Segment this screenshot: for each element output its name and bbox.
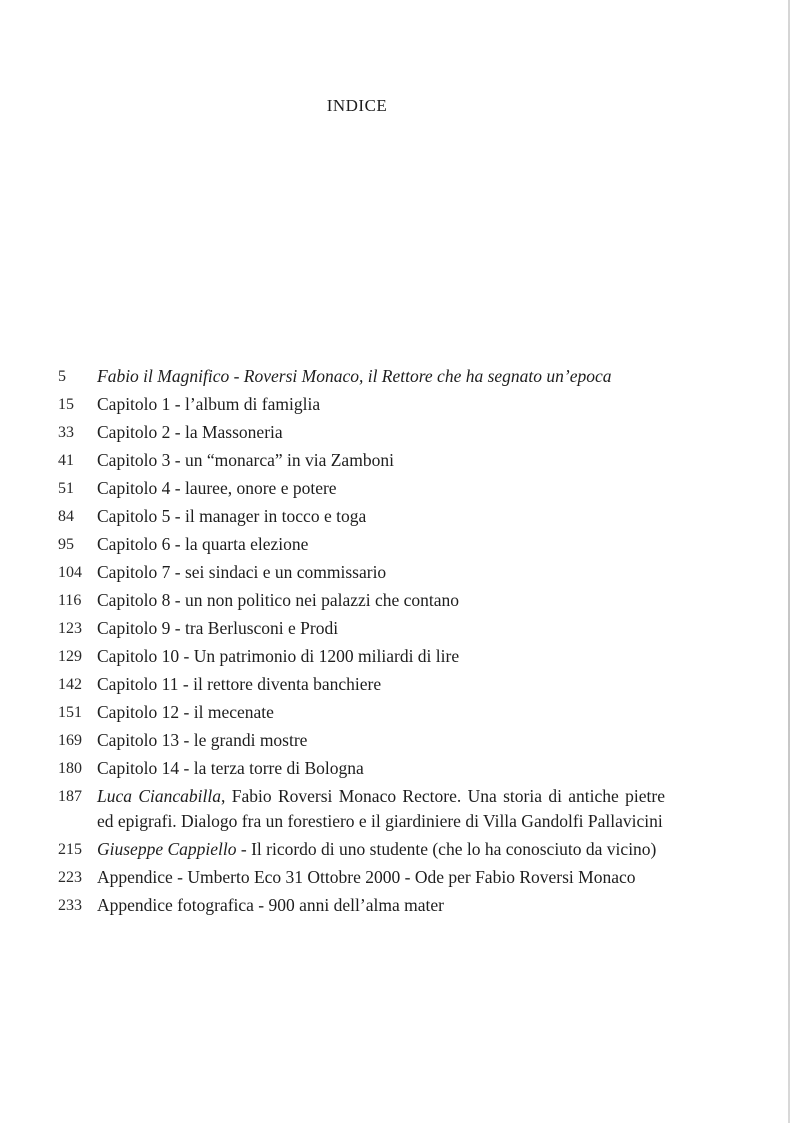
toc-entry-italic-part: Luca Ciancabilla: [97, 786, 221, 806]
toc-entry-title: [88, 644, 665, 669]
toc-entry-italic-part: Giuseppe Cappiello: [97, 839, 237, 859]
toc-entry: [0, 672, 800, 697]
toc-entry-text: Appendice fotografica - 900 anni dell’alma mater: [97, 895, 444, 915]
toc-entry-title: [88, 865, 665, 890]
toc-entry-text: Capitolo 6 - la quarta elezione: [97, 534, 309, 554]
toc-entry-title: [88, 893, 665, 918]
toc-page-number: 15: [58, 396, 74, 413]
toc-entry-title: [88, 532, 665, 557]
toc-entry-title: [88, 588, 665, 613]
toc-entry-title: [88, 728, 665, 753]
toc-entry: [0, 476, 800, 501]
toc-entry-title: [88, 420, 665, 445]
toc-entry-text: Capitolo 10 - Un patrimonio di 1200 miliardi di lire: [97, 646, 460, 666]
toc-entry: [0, 532, 800, 557]
toc-page-number: 95: [58, 536, 74, 553]
toc-entry: [0, 865, 800, 890]
toc-entry-title: [88, 672, 665, 697]
toc-entry-title: [88, 560, 665, 585]
toc-entry-title: [88, 756, 665, 781]
toc-entry: [0, 364, 800, 389]
toc-entry: [0, 504, 800, 529]
toc-entry-text: Capitolo 11 - il rettore diventa banchiere: [97, 674, 382, 694]
toc-page-number: 41: [58, 452, 74, 469]
page-title: INDICE: [326, 96, 388, 115]
toc-entry-title: [88, 700, 665, 725]
toc-entry-title: [88, 392, 665, 417]
toc-entry: [0, 893, 800, 918]
toc-entry-title: [88, 476, 665, 501]
toc-entry-text: - Il ricordo di uno studente (che lo ha conosciuto da vicino): [236, 839, 657, 859]
toc-page-number: 223: [58, 869, 82, 886]
toc-page-number: 187: [58, 788, 82, 805]
toc-entry-title: [88, 504, 665, 529]
toc-page-number: 123: [58, 620, 82, 637]
toc-entry-text: Capitolo 14 - la terza torre di Bologna: [97, 758, 364, 778]
toc-page-number: 142: [58, 676, 82, 693]
toc-page-number: 233: [58, 897, 82, 914]
toc-entry-title: [88, 616, 665, 641]
toc-entry-title: [88, 448, 665, 473]
toc-entry-text: Capitolo 12 - il mecenate: [97, 702, 274, 722]
toc-entry-italic-part: Fabio il Magnifico - Roversi Monaco, il Rettore che ha segnato un’epoca: [97, 366, 612, 386]
toc-entry: [0, 616, 800, 641]
toc-entry-text: Appendice - Umberto Eco 31 Ottobre 2000 - Ode per Fabio Roversi Monaco: [97, 867, 636, 887]
toc-entry: [0, 756, 800, 781]
toc-entry-text: Capitolo 8 - un non politico nei palazzi che contano: [97, 590, 460, 610]
toc-page-number: 33: [58, 424, 74, 441]
toc-page-number: 116: [58, 592, 82, 609]
toc-entry-text: Capitolo 3 - un “monarca” in via Zamboni: [97, 450, 394, 470]
toc-entry-text: Capitolo 13 - le grandi mostre: [97, 730, 308, 750]
toc-entry-title: [88, 784, 665, 834]
toc-page-number: 84: [58, 508, 74, 525]
toc-entry-text: Capitolo 9 - tra Berlusconi e Prodi: [97, 618, 339, 638]
toc-entry: [0, 448, 800, 473]
toc-entry: [0, 728, 800, 753]
toc-entry: [0, 560, 800, 585]
toc-entry-text: Capitolo 1 - l’album di famiglia: [97, 394, 321, 414]
toc-entry-title: [88, 837, 665, 862]
toc-entry: [0, 700, 800, 725]
toc-entry: [0, 644, 800, 669]
toc-entry-text: Capitolo 2 - la Massoneria: [97, 422, 283, 442]
toc-page-number: 104: [58, 564, 82, 581]
toc-entry-text: Capitolo 7 - sei sindaci e un commissario: [97, 562, 387, 582]
toc-entry-text: Capitolo 4 - lauree, onore e potere: [97, 478, 337, 498]
toc-page-number: 180: [58, 760, 82, 777]
toc-entry-title: [88, 364, 665, 389]
toc-page-number: 5: [58, 368, 66, 385]
toc-page-number: 51: [58, 480, 74, 497]
toc-page-number: 169: [58, 732, 82, 749]
toc-page-number: 151: [58, 704, 82, 721]
toc-entry: [0, 837, 800, 862]
toc-entry: [0, 784, 800, 834]
toc-page-number: 215: [58, 841, 82, 858]
toc-entry: [0, 392, 800, 417]
toc-page-number: 129: [58, 648, 82, 665]
table-of-contents: [0, 364, 800, 921]
toc-entry: [0, 588, 800, 613]
toc-entry: [0, 420, 800, 445]
toc-entry-text: Capitolo 5 - il manager in tocco e toga: [97, 506, 367, 526]
toc-entry-text: , Fabio Roversi Monaco Rectore. Una storia di antiche pietre ed epigrafi. Dialogo fra un forestiero e il giardiniere di Villa Gandolfi Pallavicini: [97, 786, 665, 831]
